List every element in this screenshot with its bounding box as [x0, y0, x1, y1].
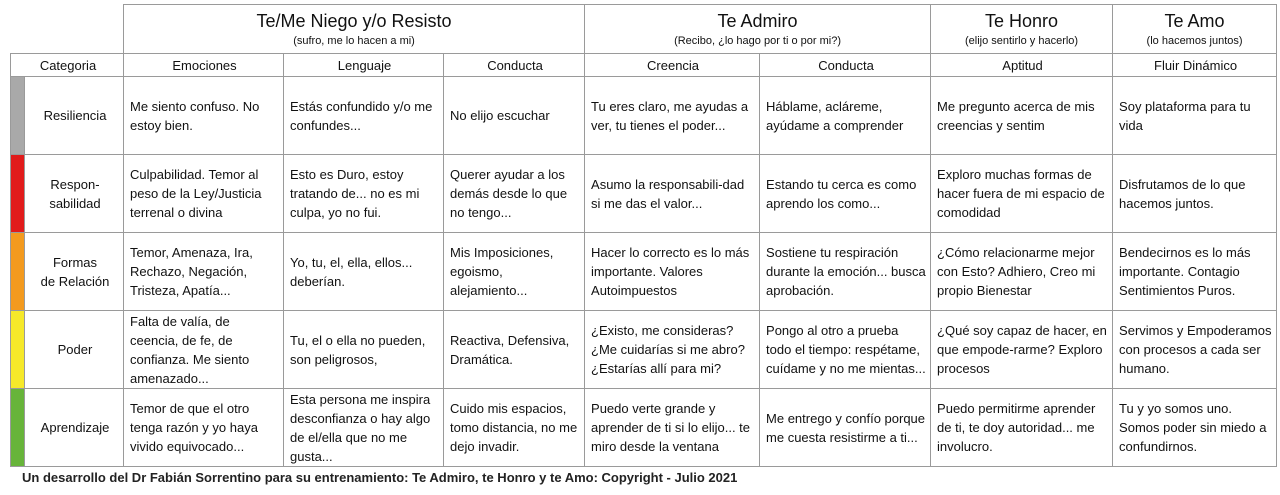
column-header: Conducta [760, 54, 931, 77]
group-subtitle: (sufro, me lo hacen a mi) [293, 35, 415, 47]
table-cell: Culpabilidad. Temor al peso de la Ley/Justicia terrenal o divina [124, 155, 284, 233]
table-cell: Temor, Amenaza, Ira, Rechazo, Negación, Tristeza, Apatía... [124, 233, 284, 311]
column-header: Aptitud [931, 54, 1113, 77]
category-label: Resiliencia [25, 77, 124, 155]
table-cell: Esto es Duro, estoy tratando de... no es mi culpa, yo no fui. [284, 155, 444, 233]
table-cell: Sostiene tu respiración durante la emoción... busca aprobación. [760, 233, 931, 311]
table-cell: Me entrego y confío porque me cuesta resistirme a ti... [760, 389, 931, 467]
category-label: Formas de Relación [25, 233, 124, 311]
copyright-footer: Un desarrollo del Dr Fabián Sorrentino para su entrenamiento: Te Admiro, te Honro y te Amo: Copyright - Julio 2021 [22, 470, 738, 485]
group-subtitle: (lo hacemos juntos) [1146, 35, 1243, 47]
category-color-stripe [11, 311, 25, 389]
group-subtitle: (elijo sentirlo y hacerlo) [964, 35, 1079, 47]
table-row [11, 311, 1277, 389]
table-row [11, 233, 1277, 311]
category-label: Respon- sabilidad [25, 155, 124, 233]
table-cell: Bendecirnos es lo más importante. Contagio Sentimientos Puros. [1113, 233, 1277, 311]
group-header-amo [1113, 5, 1277, 54]
table-cell: Puedo permitirme aprender de ti, te doy autoridad... me involucro. [931, 389, 1113, 467]
category-color-stripe [11, 389, 25, 467]
column-header: Creencia [585, 54, 760, 77]
empty-corner [11, 5, 124, 54]
table-cell: Cuido mis espacios, tomo distancia, no me dejo invadir. [444, 389, 585, 467]
table-cell: Hacer lo correcto es lo más importante. Valores Autoimpuestos [585, 233, 760, 311]
group-title: Te Amo [1164, 11, 1225, 31]
table-row [11, 155, 1277, 233]
table-cell: Mis Imposiciones, egoismo, alejamiento... [444, 233, 585, 311]
category-header: Categoria [11, 54, 124, 77]
table-cell: No elijo escuchar [444, 77, 585, 155]
table-cell: ¿Existo, me consideras? ¿Me cuidarías si me abro? ¿Estarías allí para mi? [585, 311, 760, 389]
table-row [11, 77, 1277, 155]
table-cell: Tu y yo somos uno. Somos poder sin miedo a confundirnos. [1113, 389, 1277, 467]
table-cell: Me siento confuso. No estoy bien. [124, 77, 284, 155]
table-cell: Servimos y Empoderamos con procesos a cada ser humano. [1113, 311, 1277, 389]
table-cell: Estás confundido y/o me confundes... [284, 77, 444, 155]
table-cell: Querer ayudar a los demás desde lo que no tengo... [444, 155, 585, 233]
column-header-row [11, 54, 1277, 77]
group-header-resisto [124, 5, 585, 54]
table-cell: Soy plataforma para tu vida [1113, 77, 1277, 155]
table-cell: Tu eres claro, me ayudas a ver, tu tienes el poder... [585, 77, 760, 155]
table-cell: Exploro muchas formas de hacer fuera de mi espacio de comodidad [931, 155, 1113, 233]
column-header: Fluir Dinámico [1113, 54, 1277, 77]
framework-table [10, 4, 1277, 467]
group-title: Te/Me Niego y/o Resisto [256, 11, 452, 31]
table-cell: Yo, tu, el, ella, ellos... deberían. [284, 233, 444, 311]
group-title: Te Honro [985, 11, 1059, 31]
category-color-stripe [11, 233, 25, 311]
group-subtitle: (Recibo, ¿lo hago por ti o por mi?) [674, 35, 841, 47]
table-cell: ¿Cómo relacionarme mejor con Esto? Adhiero, Creo mi propio Bienestar [931, 233, 1113, 311]
group-header-admiro [585, 5, 931, 54]
group-header-honro [931, 5, 1113, 54]
table-cell: Asumo la responsabili-dad si me das el valor... [585, 155, 760, 233]
category-color-stripe [11, 77, 25, 155]
table-cell: Esta persona me inspira desconfianza o hay algo de el/ella que no me gusta... [284, 389, 444, 467]
group-title: Te Admiro [717, 11, 798, 31]
table-cell: Reactiva, Defensiva, Dramática. [444, 311, 585, 389]
table-cell: Disfrutamos de lo que hacemos juntos. [1113, 155, 1277, 233]
table-cell: Tu, el o ella no pueden, son peligrosos, [284, 311, 444, 389]
table-cell: Háblame, acláreme, ayúdame a comprender [760, 77, 931, 155]
table-cell: Puedo verte grande y aprender de ti si lo elijo... te miro desde la ventana [585, 389, 760, 467]
column-header: Lenguaje [284, 54, 444, 77]
table-cell: ¿Qué soy capaz de hacer, en que empode-rarme? Exploro procesos [931, 311, 1113, 389]
table-cell: Estando tu cerca es como aprendo los como... [760, 155, 931, 233]
group-header-row [11, 5, 1277, 54]
category-label: Poder [25, 311, 124, 389]
category-label: Aprendizaje [25, 389, 124, 467]
column-header: Emociones [124, 54, 284, 77]
category-color-stripe [11, 155, 25, 233]
table-row [11, 389, 1277, 467]
table-cell: Falta de valía, de ceencia, de fe, de confianza. Me siento amenazado... [124, 311, 284, 389]
column-header: Conducta [444, 54, 585, 77]
table-cell: Me pregunto acerca de mis creencias y sentim [931, 77, 1113, 155]
table-cell: Temor de que el otro tenga razón y yo haya vivido equivocado... [124, 389, 284, 467]
table-cell: Pongo al otro a prueba todo el tiempo: respétame, cuídame y no me mientas... [760, 311, 931, 389]
